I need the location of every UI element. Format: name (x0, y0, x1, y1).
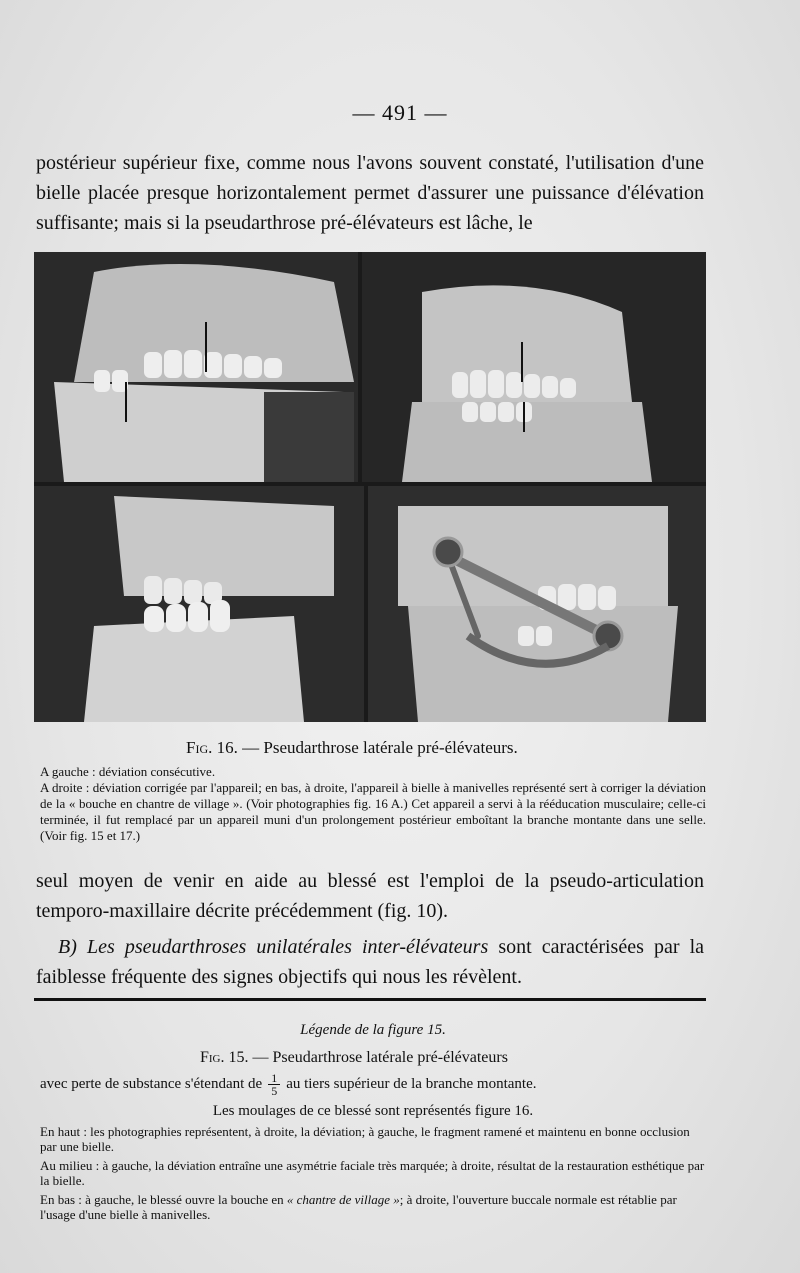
figure-15-extent (40, 1072, 706, 1097)
figure-16-legend-line: A gauche : déviation consécutive. (40, 764, 216, 779)
figure-15-caption (200, 1049, 706, 1066)
figure-15-title: — Pseudarthrose latérale pré-élévateurs (248, 1049, 508, 1066)
legend-item-bas (40, 1192, 706, 1222)
photo-bottom-left-cast (34, 486, 364, 722)
figure-15-label: Fig. 15. (200, 1049, 249, 1066)
fraction-numerator: 1 (268, 1072, 280, 1085)
legend-heading: Légende de la figure 15. (300, 1022, 446, 1038)
figure-16-photographs (34, 252, 706, 722)
page-number: — 491 — (352, 100, 448, 125)
photo-top-right-cast (362, 252, 706, 482)
legend-item-haut: En haut : les photographies représentent, à droite, la déviation; à gauche, le fragment ramené et maintenu en bonne occlusion par une bielle. (40, 1124, 690, 1154)
photo-bottom-right-appliance (368, 486, 706, 722)
figure-16-caption (186, 738, 518, 758)
paragraph-b-lead: B) Les pseudarthroses unilatérales inter-élévateurs (58, 936, 489, 958)
section-divider (34, 998, 706, 1001)
fraction-denominator: 5 (271, 1084, 278, 1098)
fraction (268, 1072, 280, 1097)
photo-top-left-cast (34, 252, 358, 482)
figure-16-legend (40, 764, 706, 844)
paragraph-top (36, 148, 704, 238)
paragraph-b-text (36, 932, 704, 992)
figure-16-title: — Pseudarthrose latérale pré-élévateurs. (237, 738, 518, 757)
paragraph-b (36, 932, 704, 992)
paragraph-b-rest: sont caractérisées par la faiblesse fréquente des signes objectifs qui nous les révèlent. (36, 936, 704, 988)
paragraph-mid (36, 866, 704, 926)
extent-after: au tiers supérieur de la branche montante. (286, 1075, 537, 1092)
item-bas-quote: « chantre de village » (286, 1192, 400, 1207)
legend-item-milieu: Au milieu : à gauche, la déviation entraîne une asymétrie faciale très marquée; à droite, résultat de la restauration esthétique par la bielle. (40, 1158, 705, 1188)
extent-before: avec perte de substance s'étendant de (40, 1075, 263, 1092)
paragraph-top-text: postérieur supérieur fixe, comme nous l'avons souvent constaté, l'utilisation d'une bielle placée presque horizontalement permet d'assurer une puissance d'élévation suffisante; mais si la pseudarthrose pré-élévateurs est lâche, le (36, 152, 704, 234)
item-bas-before: En bas : à gauche, le blessé ouvre la bouche en (40, 1192, 287, 1207)
paragraph-mid-text: seul moyen de venir en aide au blessé est l'emploi de la pseudo-articulation temporo-maxillaire décrite précédemment (fig. 10). (36, 870, 704, 922)
item-bas-after: ; à droite, l'ouverture buccale normale est rétablie par l'usage d'une bielle à manivelles. (40, 1192, 677, 1222)
figure-15-legend (40, 1022, 706, 1222)
figure-16-label: Fig. 16. (186, 738, 238, 757)
figure-16-legend-line: A droite : déviation corrigée par l'appareil; en bas, à droite, l'appareil à bielle à manivelles représenté sert à corriger la déviation de la « bouche en chantre de village ». (Voir photographies fig. 16 A.) Cet appareil a servi à la rééducation musculaire; celle-ci terminée, il fut remplacé par un appareil muni d'un prolongement postérieur emboîtant la branche montante dans une selle. (Voir fig. 15 et 17.) (40, 780, 706, 843)
figure-15-casts-note: Les moulages de ce blessé sont représentés figure 16. (212, 1103, 534, 1119)
